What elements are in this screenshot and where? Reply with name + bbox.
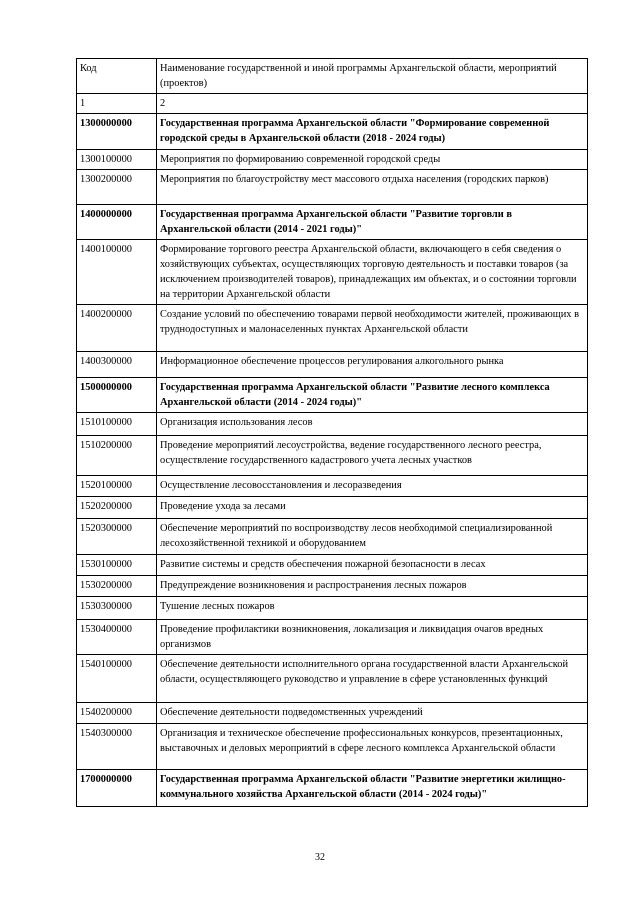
table-row bbox=[77, 352, 588, 378]
row-code: 1400100000 bbox=[77, 240, 157, 305]
row-name: Предупреждение возникновения и распространения лесных пожаров bbox=[157, 576, 588, 597]
row-name: Государственная программа Архангельской области "Развитие торговли в Архангельской области (2014 - 2021 годы)" bbox=[157, 205, 588, 240]
row-code: 1520300000 bbox=[77, 519, 157, 555]
table-row bbox=[77, 519, 588, 555]
budget-classification-table bbox=[76, 58, 588, 807]
table-row bbox=[77, 413, 588, 436]
table-row bbox=[77, 305, 588, 352]
row-code: 1400200000 bbox=[77, 305, 157, 352]
row-code: 1300200000 bbox=[77, 170, 157, 205]
row-code: 1400000000 bbox=[77, 205, 157, 240]
table-row bbox=[77, 770, 588, 807]
row-code: 1530100000 bbox=[77, 555, 157, 576]
row-name: Государственная программа Архангельской области "Развитие лесного комплекса Архангельской области (2014 - 2024 годы)" bbox=[157, 378, 588, 413]
row-name: Проведение ухода за лесами bbox=[157, 497, 588, 519]
row-name: Проведение профилактики возникновения, локализация и ликвидация очагов вредных организмов bbox=[157, 620, 588, 655]
row-code: 1300100000 bbox=[77, 150, 157, 170]
header-name: Наименование государственной и иной программы Архангельской области, мероприятий (проектов) bbox=[157, 59, 588, 94]
row-name: Обеспечение деятельности исполнительного органа государственной власти Архангельской области, осуществляющего руководство и управление в сфере установленных функций bbox=[157, 655, 588, 703]
table-header-row bbox=[77, 59, 588, 94]
table-row bbox=[77, 655, 588, 703]
table-row bbox=[77, 436, 588, 476]
row-code: 1500000000 bbox=[77, 378, 157, 413]
table-row bbox=[77, 620, 588, 655]
table-row bbox=[77, 240, 588, 305]
table-body bbox=[77, 114, 588, 807]
table-row bbox=[77, 576, 588, 597]
row-code: 1400300000 bbox=[77, 352, 157, 378]
row-name: Государственная программа Архангельской области "Формирование современной городской среды в Архангельской области (2018 - 2024 годы) bbox=[157, 114, 588, 150]
page-number: 32 bbox=[315, 852, 325, 863]
table-row bbox=[77, 378, 588, 413]
table-row bbox=[77, 555, 588, 576]
row-code: 1300000000 bbox=[77, 114, 157, 150]
row-code: 1530300000 bbox=[77, 597, 157, 620]
row-name: Государственная программа Архангельской области "Развитие энергетики жилищно-коммунального хозяйства Архангельской области (2014 - 2024 годы)" bbox=[157, 770, 588, 807]
row-code: 1510200000 bbox=[77, 436, 157, 476]
table-row bbox=[77, 170, 588, 205]
row-code: 1530200000 bbox=[77, 576, 157, 597]
row-name: Организация использования лесов bbox=[157, 413, 588, 436]
row-name: Мероприятия по формированию современной городской среды bbox=[157, 150, 588, 170]
column-number-1: 1 bbox=[77, 94, 157, 114]
table-row bbox=[77, 703, 588, 724]
row-code: 1540200000 bbox=[77, 703, 157, 724]
table-row bbox=[77, 150, 588, 170]
row-name: Формирование торгового реестра Архангельской области, включающего в себя сведения о хозяйствующих субъектах, осуществляющих торговую деятельность и поставки товаров (за исключением производителей товаров), принадлежащих им объектах, и о состоянии торговли на территории Архангельской области bbox=[157, 240, 588, 305]
row-name: Информационное обеспечение процессов регулирования алкогольного рынка bbox=[157, 352, 588, 378]
column-number-row bbox=[77, 94, 588, 114]
row-name: Тушение лесных пожаров bbox=[157, 597, 588, 620]
row-name: Обеспечение мероприятий по воспроизводству лесов необходимой специализированной лесохозяйственной техникой и оборудованием bbox=[157, 519, 588, 555]
row-code: 1520200000 bbox=[77, 497, 157, 519]
column-number-2: 2 bbox=[157, 94, 588, 114]
table-row bbox=[77, 114, 588, 150]
table-row bbox=[77, 497, 588, 519]
row-name: Обеспечение деятельности подведомственных учреждений bbox=[157, 703, 588, 724]
row-name: Развитие системы и средств обеспечения пожарной безопасности в лесах bbox=[157, 555, 588, 576]
row-name: Организация и техническое обеспечение профессиональных конкурсов, презентационных, выставочных и деловых мероприятий в сфере лесного комплекса Архангельской области bbox=[157, 724, 588, 770]
row-code: 1520100000 bbox=[77, 476, 157, 497]
table-row bbox=[77, 476, 588, 497]
row-code: 1540300000 bbox=[77, 724, 157, 770]
row-code: 1540100000 bbox=[77, 655, 157, 703]
row-name: Мероприятия по благоустройству мест массового отдыха населения (городских парков) bbox=[157, 170, 588, 205]
header-code: Код bbox=[77, 59, 157, 94]
row-name: Создание условий по обеспечению товарами первой необходимости жителей, проживающих в труднодоступных и малонаселенных пунктах Архангельской области bbox=[157, 305, 588, 352]
table-row bbox=[77, 597, 588, 620]
row-name: Проведение мероприятий лесоустройства, ведение государственного лесного реестра, осуществление государственного кадастрового учета лесных участков bbox=[157, 436, 588, 476]
row-code: 1530400000 bbox=[77, 620, 157, 655]
row-name: Осуществление лесовосстановления и лесоразведения bbox=[157, 476, 588, 497]
table-row bbox=[77, 205, 588, 240]
row-code: 1510100000 bbox=[77, 413, 157, 436]
row-code: 1700000000 bbox=[77, 770, 157, 807]
table-row bbox=[77, 724, 588, 770]
